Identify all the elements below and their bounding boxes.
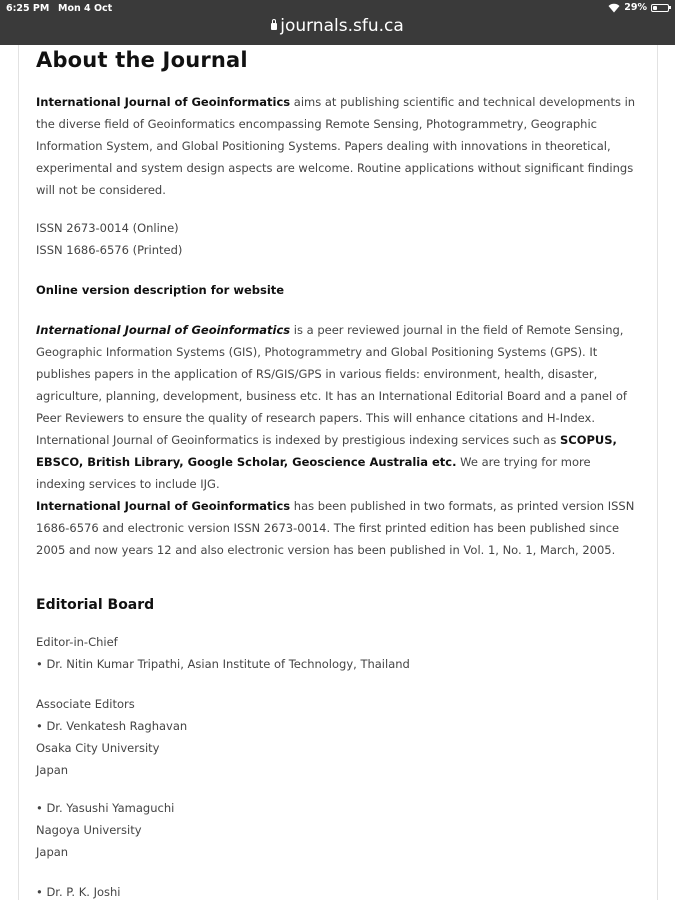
associate-editor-country: Japan [36,763,69,777]
intro-journal-name: International Journal of Geoinformatics [36,95,291,109]
associate-editor-name: • Dr. P. K. Joshi [36,885,121,899]
issn-block [36,217,642,261]
status-time: 6:25 PM [6,3,50,14]
associate-editors-block [36,693,642,781]
wifi-icon [608,3,620,13]
status-and-url-bar [0,0,675,45]
associate-editor-institution: Nagoya University [36,823,142,837]
associate-editor-institution: Osaka City University [36,741,160,755]
online-description [36,319,642,495]
online-version-heading: Online version description for website [36,283,285,297]
page-title: About the Journal [36,48,248,72]
editorial-board-heading: Editorial Board [36,597,155,613]
online-text-1: is a peer reviewed journal in the field of Remote Sensing, Geographic Information Systems (GIS), Photogrammetry and Global Positioning Systems (GPS). It publishes papers in the application of RS/GIS/GPS in various fields: environment, health, disaster, agriculture, planning, development, business etc. It has an International Editorial Board and a panel of Peer Reviewers to ensure the quality of research papers. This will enhance citations and H-Index. International Journal of Geoinformatics is indexed by prestigious indexing services such as [36,323,627,447]
lock-icon [271,23,277,30]
page-container [18,45,658,900]
indexing-services: SCOPUS, EBSCO, British Library, Google Scholar, Geoscience Australia etc. [36,433,617,469]
issn-online: ISSN 2673-0014 (Online) [36,221,179,235]
url-bar[interactable] [0,16,675,36]
published-paragraph [36,495,642,561]
intro-paragraph [36,91,642,201]
status-right [608,2,669,13]
associate-editor-entry [36,881,642,900]
url-text: journals.sfu.ca [280,16,404,36]
issn-printed: ISSN 1686-6576 (Printed) [36,243,183,257]
associate-editor-name: • Dr. Venkatesh Raghavan [36,719,188,733]
battery-icon [651,4,669,12]
published-text: has been published in two formats, as printed version ISSN 1686-6576 and electronic version ISSN 2673-0014. The first printed edition has been published since 2005 and now years 12 and also electronic version has been published in Vol. 1, No. 1, March, 2005. [36,499,635,557]
editor-in-chief-label: Editor-in-Chief [36,635,118,649]
associate-editor-name: • Dr. Yasushi Yamaguchi [36,801,175,815]
associate-editor-entry [36,797,642,863]
battery-percent: 29% [624,2,647,13]
intro-text: aims at publishing scientific and technical developments in the diverse field of Geoinformatics encompassing Remote Sensing, Photogrammetry, Geographic Information System, and Global Positioning Systems. Papers dealing with innovations in theoretical, experimental and system design aspects are welcome. Routine applications without significant findings will not be considered. [36,95,636,197]
online-text-2: We are trying for more indexing services to include IJG. [36,455,591,491]
editor-in-chief-name: • Dr. Nitin Kumar Tripathi, Asian Institute of Technology, Thailand [36,657,410,671]
associate-editor-country: Japan [36,845,69,859]
editor-in-chief-block [36,631,642,675]
online-journal-name: International Journal of Geoinformatics [36,323,291,337]
status-date: Mon 4 Oct [58,3,113,14]
associate-editors-label: Associate Editors [36,697,135,711]
published-journal-name: International Journal of Geoinformatics [36,499,291,513]
